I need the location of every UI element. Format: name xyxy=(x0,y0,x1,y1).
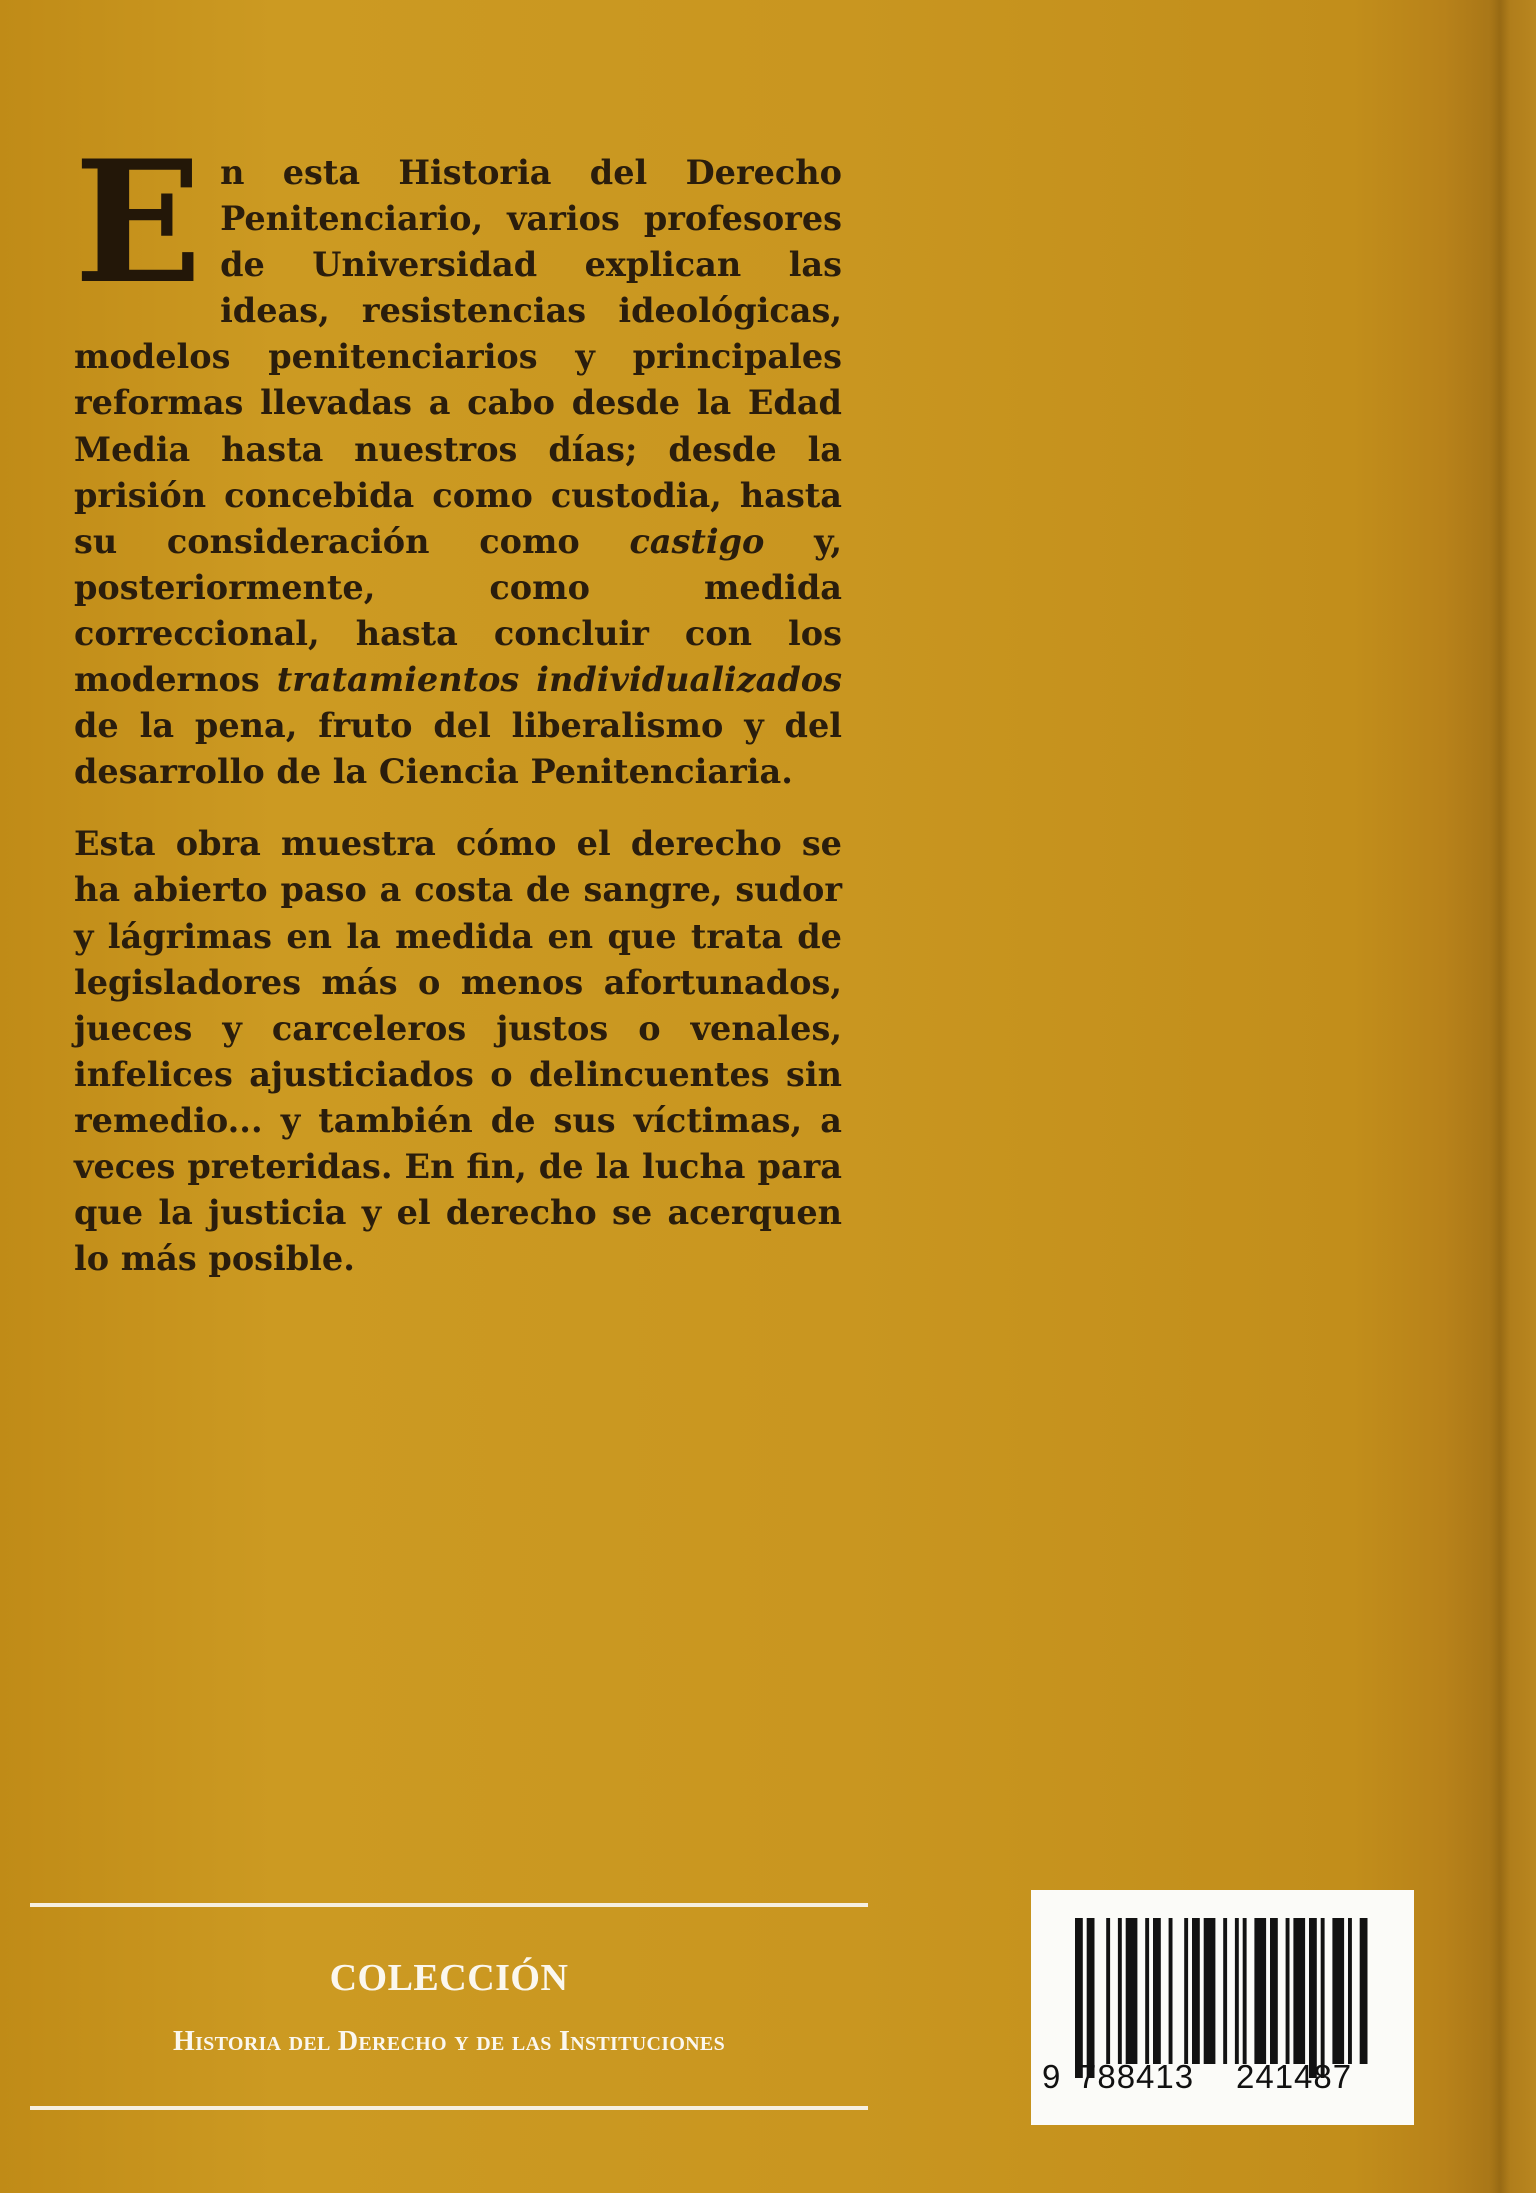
blurb-text-run: n esta Historia del Derecho Penitenciario, varios profesores de Universidad explican las ideas, resistencias ideológicas, modelos penitenciarios y principales reformas llevadas a cabo desde la Edad Media hasta nuestros días; desde la prisión concebida como custodia, hasta su consideración como xyxy=(74,153,842,561)
blurb-italic-castigo: castigo xyxy=(629,521,765,561)
barcode-bar xyxy=(1145,1918,1149,2064)
barcode-bar xyxy=(1243,1918,1247,2064)
barcode-bar xyxy=(1087,1918,1095,2078)
blurb-paragraph-2: Esta obra muestra cómo el derecho se ha abierto paso a costa de sangre, sudor y lágrimas en la medida en que trata de legisladores más o menos afortunados, jueces y carceleros justos o venales, infelices ajusticiados o delincuentes sin remedio... y también de sus víctimas, a veces preteridas. En fin, de la lucha para que la justicia y el derecho se acerquen lo más posible. xyxy=(74,824,842,1279)
drop-cap: E xyxy=(74,123,203,321)
barcode-bar xyxy=(1126,1918,1138,2064)
blurb-paragraph-1 xyxy=(74,123,843,795)
barcode-bar xyxy=(1293,1918,1305,2064)
barcode-bar xyxy=(1153,1918,1161,2064)
barcode-bar xyxy=(1106,1918,1110,2064)
barcode-bar xyxy=(1309,1918,1317,2078)
blurb-text xyxy=(74,123,843,1282)
cover-fold-shadow xyxy=(1490,0,1510,2193)
collection-rule-bottom xyxy=(30,2106,868,2110)
barcode-bar xyxy=(1332,1918,1344,2064)
isbn-barcode xyxy=(1031,1890,1414,2125)
barcode-bar xyxy=(1118,1918,1122,2064)
barcode-bar xyxy=(1192,1918,1200,2064)
barcode-bar xyxy=(1360,1918,1368,2064)
collection-rule-top xyxy=(30,1903,868,1907)
barcode-bar xyxy=(1270,1918,1278,2064)
isbn-digits xyxy=(1031,2058,1414,2108)
collection-name: Historia del Derecho y de las Instituciones xyxy=(172,2026,725,2057)
isbn-right-digits: 241487 xyxy=(1236,2058,1353,2095)
barcode-bar xyxy=(1254,1918,1266,2064)
isbn-first-digit: 9 xyxy=(1042,2058,1061,2095)
barcode-bar xyxy=(1204,1918,1216,2064)
blurb-text-run: y, posteriormente, como medida correccional, hasta concluir con los modernos xyxy=(74,521,842,700)
barcode-bar xyxy=(1184,1918,1188,2064)
blurb-text-run: de la pena, fruto del liberalismo y del desarrollo de la Ciencia Penitenciaria. xyxy=(74,706,842,792)
barcode-bar xyxy=(1348,1918,1352,2064)
barcode-bar xyxy=(1169,1918,1173,2064)
barcode-bar xyxy=(1075,1918,1083,2078)
barcode-bar xyxy=(1235,1918,1239,2064)
isbn-left-digits: 788413 xyxy=(1078,2058,1195,2095)
barcode-bar xyxy=(1286,1918,1290,2064)
barcode-bar xyxy=(1223,1918,1227,2064)
barcode-bar xyxy=(1321,1918,1325,2078)
blurb-italic-tratamientos: tratamientos individualizados xyxy=(276,660,843,700)
collection-heading: COLECCIÓN xyxy=(329,1957,569,1999)
